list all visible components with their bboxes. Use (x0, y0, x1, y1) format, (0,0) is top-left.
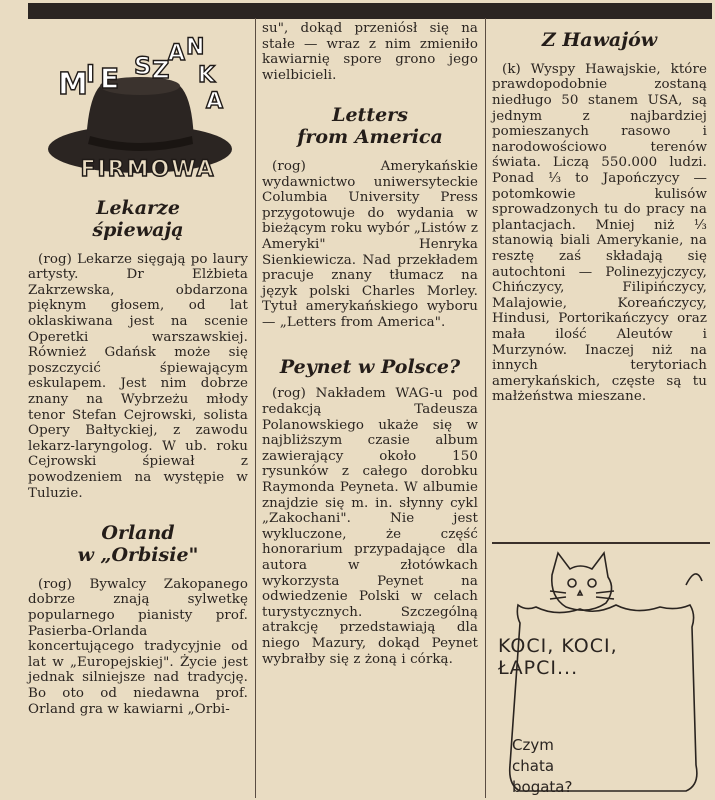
svg-text:N: N (186, 35, 205, 60)
cat-cartoon (496, 545, 708, 797)
svg-text:S: S (134, 52, 152, 80)
column-logo (28, 24, 248, 192)
article-lekarze (28, 198, 248, 501)
column-1 (28, 24, 248, 717)
cartoon-divider (492, 542, 710, 544)
article-body: (rog) Bywalcy Zakopanego dobrze znają sylwetkę popularnego pianisty prof. Pasierba-Orlanda koncertującego tradycyjnie od lat w „Europejskiej". Życie jest jednak silniejsze nad tradycję. Bo oto od niedawna prof. Orland gra w kawiarni „Orbi- (28, 576, 248, 717)
cartoon-caption: Czym chata bogata? (512, 736, 573, 796)
svg-text:M: M (58, 67, 88, 102)
article-orland (28, 523, 248, 717)
svg-text:E: E (100, 62, 120, 95)
column-divider (485, 18, 486, 798)
svg-text:A: A (168, 41, 186, 66)
article-hawaje (492, 30, 707, 405)
article-headline: Orland w „Orbisie" (77, 522, 199, 567)
logo-word: FIRMOWA (80, 157, 216, 182)
article-continuation: su", dokąd przeniósł się na stałe — wraz z nim zmieniło kawiarnię spore grono jego wielbicieli. (262, 21, 478, 83)
article-headline: Z Hawajów (541, 29, 658, 51)
svg-text:K: K (198, 63, 216, 88)
svg-text:I: I (86, 60, 95, 88)
column-2 (262, 21, 478, 667)
article-headline: Peynet w Polsce? (279, 355, 461, 378)
svg-text:A: A (206, 89, 224, 114)
column-3 (492, 30, 707, 405)
cartoon-speech: KOCI, KOCI, ŁAPCI... (498, 635, 618, 679)
top-rule (28, 3, 712, 19)
article-body: (rog) Nakładem WAG-u pod redakcją Tadeusza Polanowskiego ukaże się w najbliższym czasie album zawierający około 150 rysunków z całego dorobku Raymonda Peyneta. W albumie znajdzie się m. in. słynny cykl „Zakochani". Nie jest wykluczone, że część honorarium przypadające dla autora w złotówkach wykorzysta Peynet na odwiedzenie Polski w celach turystycznych. Szczególną atrakcję przedstawiają dla niego Mazury, dokąd Peynet wybrałby się z żoną i córką. (262, 386, 478, 667)
svg-text:Z: Z (152, 56, 170, 84)
article-letters (262, 105, 478, 330)
column-divider (255, 18, 256, 798)
article-body: (k) Wyspy Hawajskie, które prawdopodobnie zostaną niedługo 50 stanem USA, są jednym z najbardziej pomieszanych rasowo i narodowościowo terenów świata. Liczą 550.000 ludzi. Ponad ⅓ to Japończycy — potomkowie kulisów sprowadzonych tu do pracy na plantacjach. Mniej niż ⅓ stanowią biali Amerykanie, na resztę zaś składają się autochtoni — Polinezyjczycy, Chińczycy, Filipińczycy, Malajowie, Koreańczycy, Hindusi, Portorikańczycy oraz mała ilość Aleutów i Murzynów. Inaczej niż na innych terytoriach amerykańskich, częste są tu małżeństwa mieszane. (492, 61, 707, 405)
article-body: (rog) Amerykańskie wydawnictwo uniwersyteckie Columbia University Press przygotowuje do wydania w bieżącym roku wybór „Listów z Ameryki" Henryka Sienkiewicza. Nad przekładem pracuje znany tłumacz na język polski Charles Morley. Tytuł amerykańskiego wyboru — „Letters from America". (262, 159, 478, 330)
article-body: (rog) Lekarze sięgają po laury artysty. Dr Elżbieta Zakrzewska, obdarzona pięknym głosem, od lat oklaskiwana jest na scenie Operetki warszawskiej. Również Gdańsk może się poszczycić śpiewającym eskulapem. Jest nim dobrze znany na Wybrzeżu młody tenor Stefan Cejrowski, solista Opery Bałtyckiej, z zawodu lekarz-laryngolog. W ub. roku Cejrowski śpiewał z powodzeniem na występie w Tuluzie. (28, 251, 248, 501)
article-peynet (262, 357, 478, 668)
article-headline: Letters from America (297, 104, 443, 149)
article-headline: Lekarze śpiewają (92, 197, 184, 241)
